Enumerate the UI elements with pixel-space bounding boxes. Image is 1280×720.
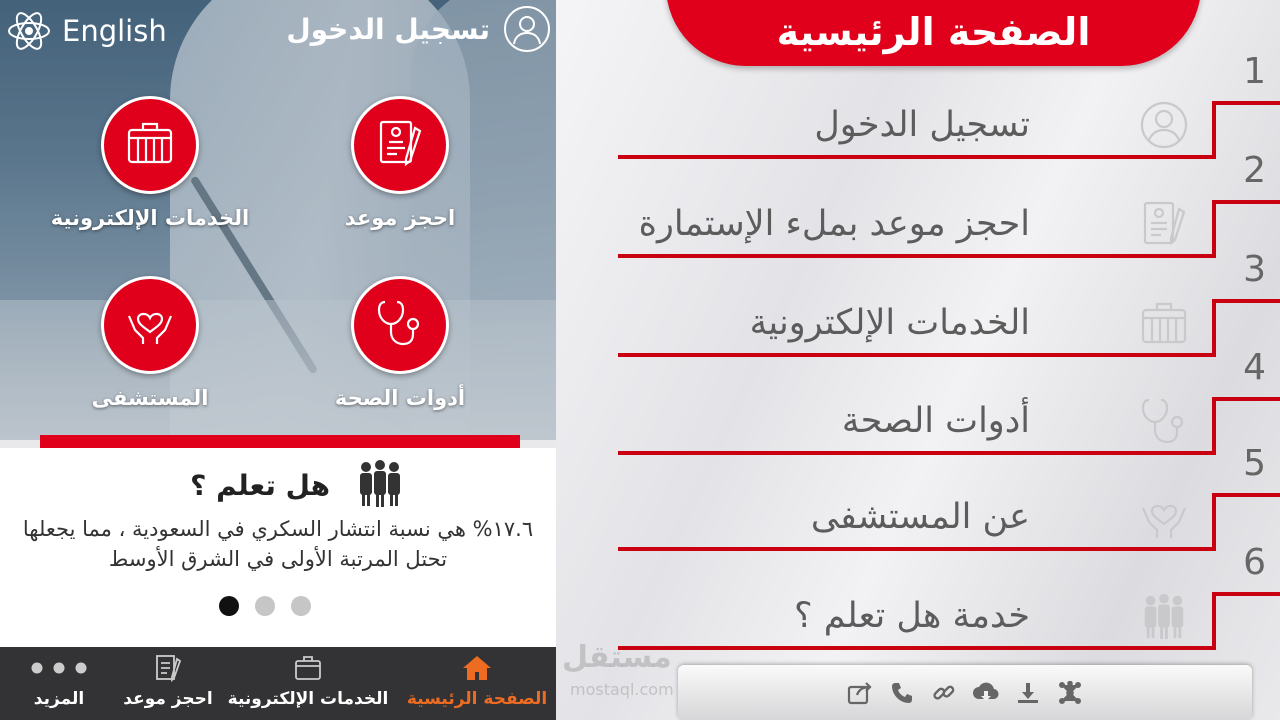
app-preview [0,0,556,720]
did-you-know-card [0,448,556,647]
atom-logo-icon [6,8,52,54]
tile-label: احجز موعد [344,206,456,230]
login-label: تسجيل الدخول [286,12,490,46]
divider-bar [40,435,520,448]
network-icon[interactable] [1055,678,1085,708]
language-switch[interactable] [6,8,167,54]
more-icon [29,660,89,680]
menu-item-label: تسجيل الدخول [814,105,1030,145]
people-icon [354,458,406,512]
menu-item-label: احجز موعد بملء الإستمارة [638,204,1030,244]
menu-item-number: 2 [1243,150,1266,191]
menu-item-login[interactable] [618,51,1280,161]
nav-label: الخدمات الإلكترونية [227,689,389,709]
heart-hands-icon [1138,491,1190,543]
form-icon [1138,198,1190,250]
menu-item-book-appointment[interactable] [618,150,1280,260]
menu-item-number: 5 [1243,443,1266,484]
user-icon [504,6,550,52]
briefcase-icon [1138,297,1190,349]
share-icon[interactable] [845,678,875,708]
tile-hospital[interactable] [50,276,250,410]
stethoscope-icon [1138,395,1190,447]
tile-label: أدوات الصحة [334,386,466,410]
home-header-button[interactable] [666,0,1201,66]
menu-item-health-tools[interactable] [618,347,1280,457]
carousel-dot-active[interactable] [219,596,239,616]
stethoscope-icon [373,296,427,354]
nav-book-appointment[interactable] [118,647,218,720]
menu-item-number: 6 [1243,542,1266,583]
menu-item-number: 1 [1243,51,1266,92]
tile-label: المستشفى [91,386,209,410]
bottom-navigation [0,647,556,720]
tile-health-tools[interactable] [300,276,500,410]
tile-book-appointment[interactable] [300,96,500,230]
did-you-know-title: هل تعلم ؟ [190,468,330,502]
menu-item-label: خدمة هل تعلم ؟ [794,596,1030,636]
menu-item-label: أدوات الصحة [841,401,1030,441]
menu-item-about-hospital[interactable] [618,443,1280,553]
form-icon [153,653,183,688]
menu-item-number: 3 [1243,249,1266,290]
menu-item-did-you-know[interactable] [618,542,1280,652]
nav-label: احجز موعد [123,689,213,709]
heart-hands-icon [123,296,177,354]
briefcase-icon [123,116,177,174]
nav-label: المزيد [33,689,85,709]
menu-item-e-services[interactable] [618,249,1280,359]
cloud-download-icon[interactable] [971,678,1001,708]
home-label: الصفحة الرئيسية [776,10,1091,54]
watermark-url: mostaql.com [570,680,674,699]
tile-label: الخدمات الإلكترونية [50,206,250,230]
link-icon[interactable] [929,678,959,708]
carousel-dot[interactable] [291,596,311,616]
carousel-dots [219,596,311,616]
menu-item-label: الخدمات الإلكترونية [749,303,1030,343]
briefcase-icon [293,653,323,688]
carousel-dot[interactable] [255,596,275,616]
tile-e-services[interactable] [50,96,250,230]
share-toolbar [678,665,1252,720]
nav-label: الصفحة الرئيسية [406,689,548,709]
watermark-text: مستقل [562,640,672,675]
nav-e-services[interactable] [218,647,398,720]
user-icon [1138,99,1190,151]
nav-home[interactable] [398,647,556,720]
people-icon [1138,590,1190,642]
download-icon[interactable] [1013,678,1043,708]
did-you-know-text: ١٧.٦% هي نسبة انتشار السكري في السعودية ، مما يجعلها تحتل المرتبة الأولى في الشرق الأوسط [22,517,534,571]
login-link[interactable] [286,6,550,52]
menu-item-label: عن المستشفى [810,497,1030,537]
form-icon [373,116,427,174]
home-icon [462,654,492,687]
phone-icon[interactable] [887,678,917,708]
main-menu-panel [556,0,1280,720]
menu-item-number: 4 [1243,347,1266,388]
app-header [0,0,556,64]
nav-more[interactable] [0,647,118,720]
language-label: English [62,14,167,48]
